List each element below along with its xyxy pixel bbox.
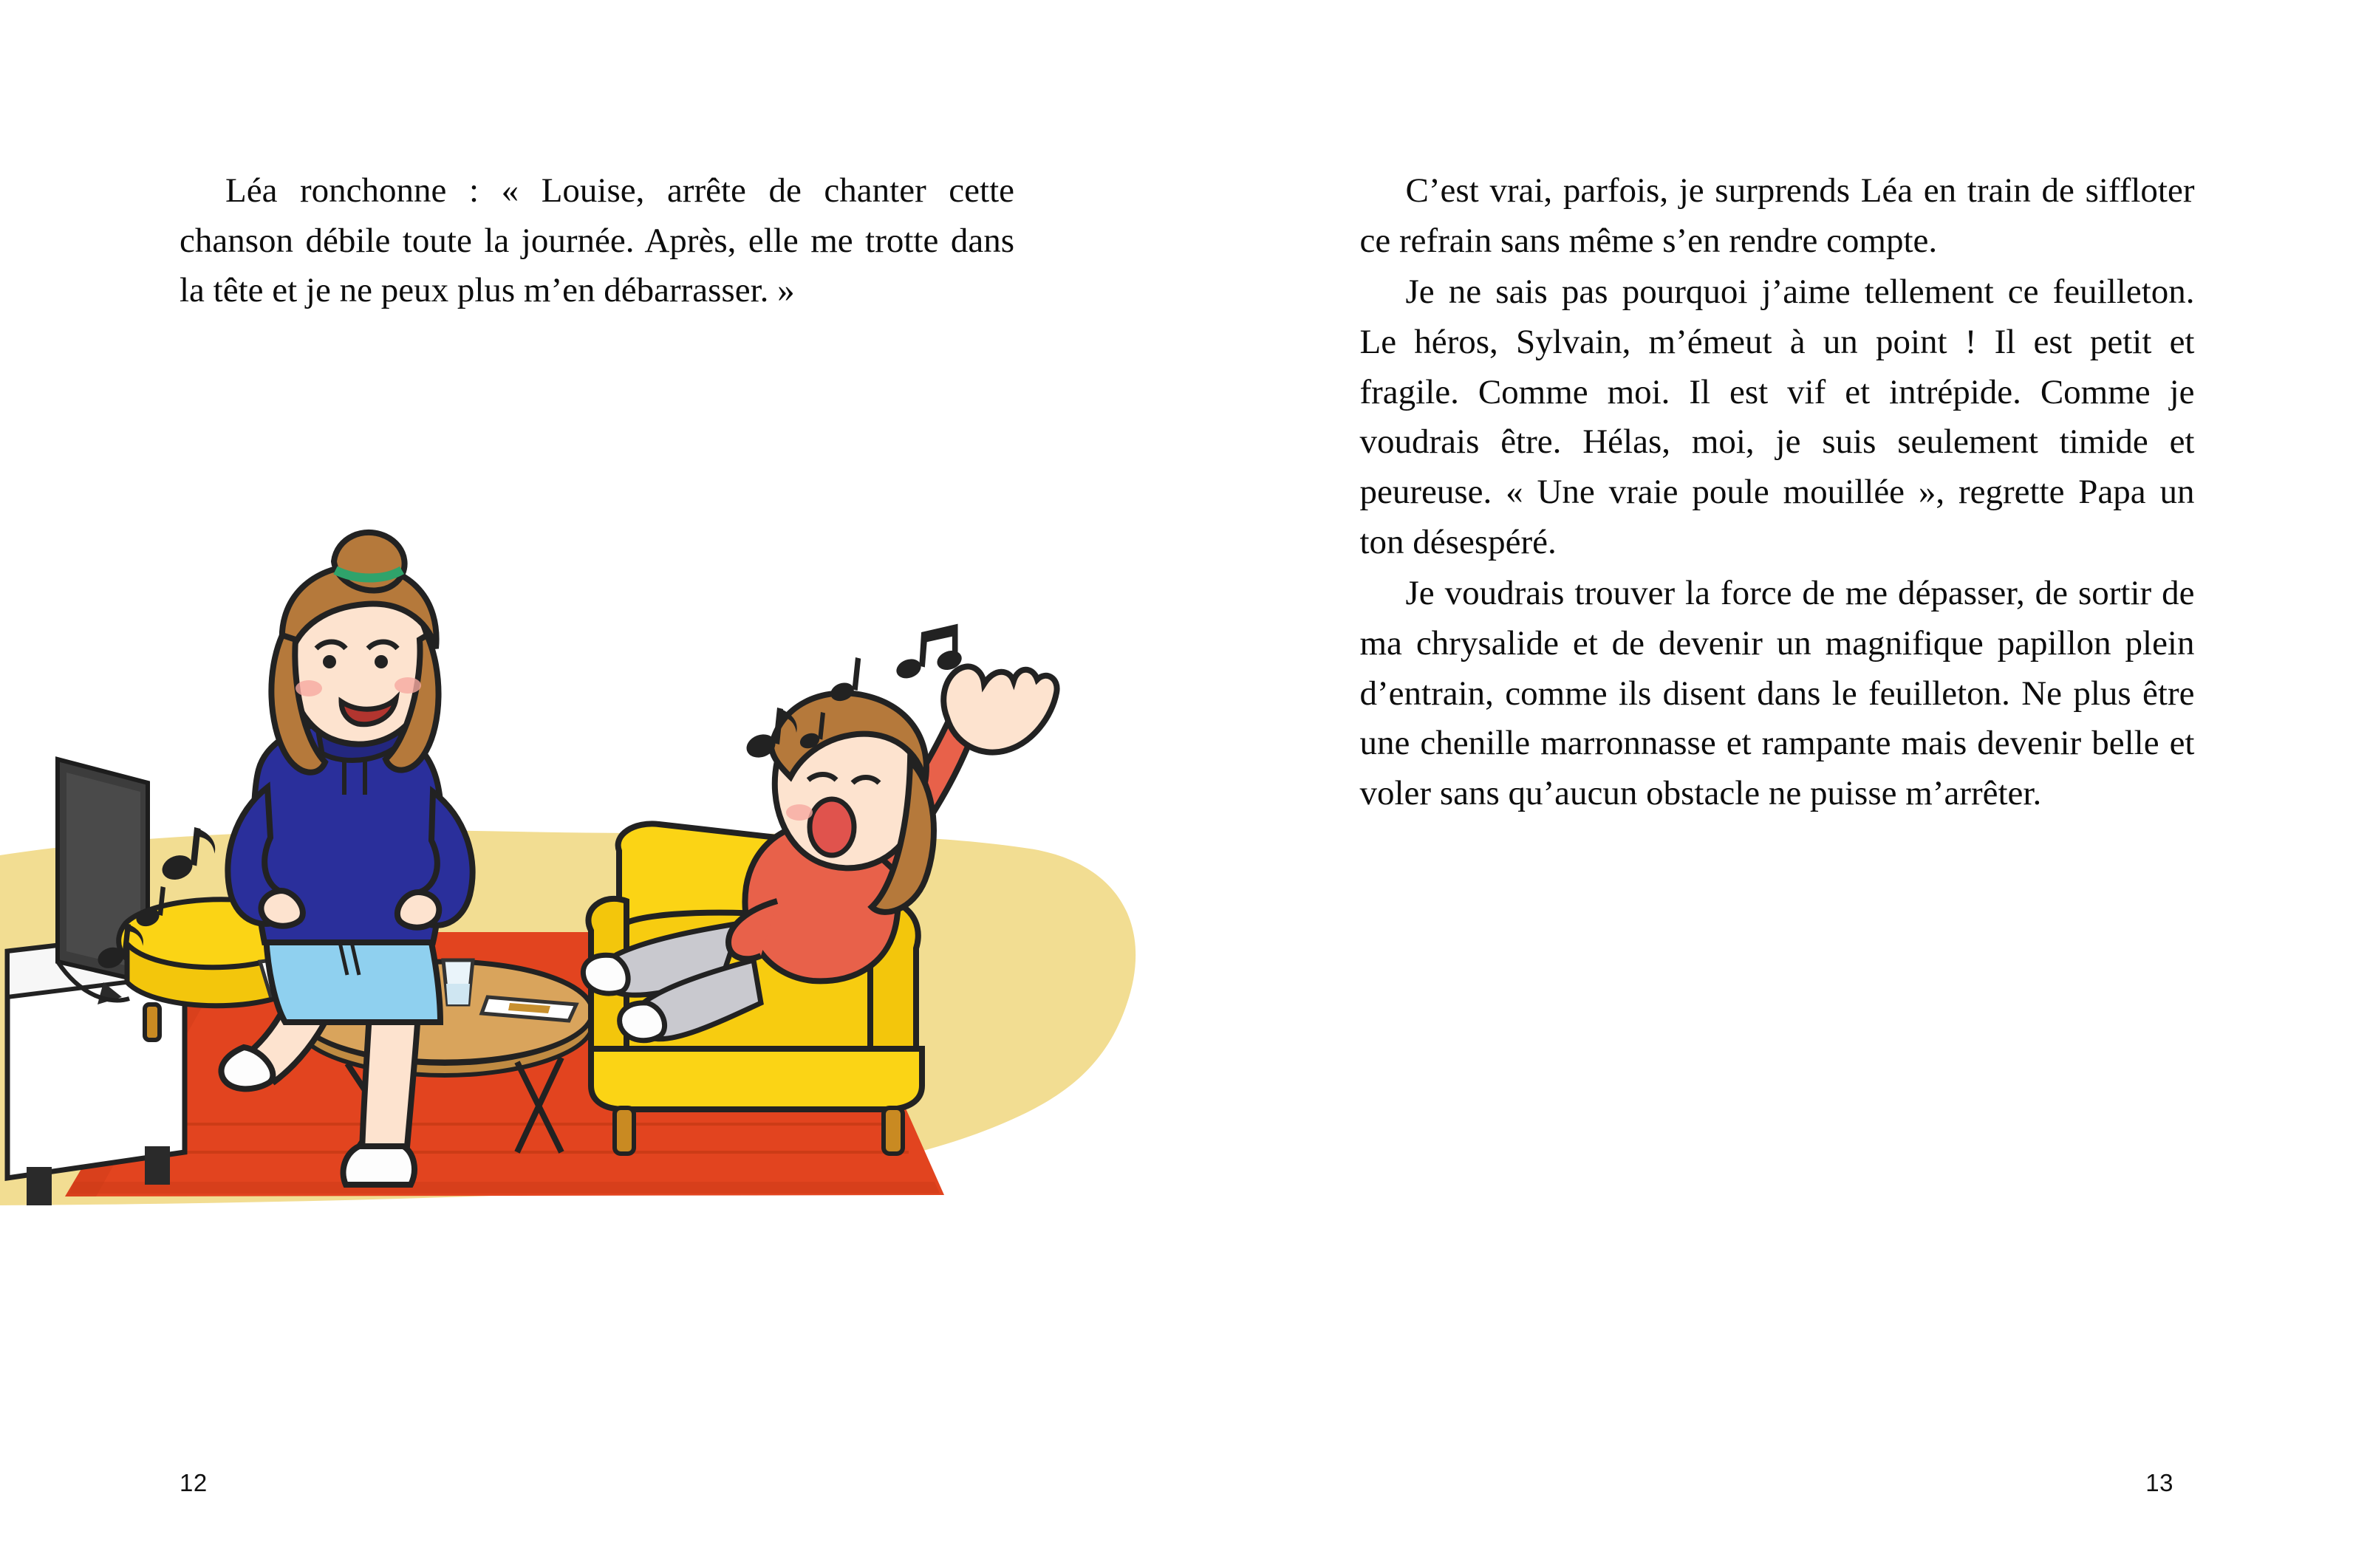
paragraph: C’est vrai, parfois, je surprends Léa en train de siffloter ce refrain sans même s’en rendre compte. bbox=[1359, 171, 2195, 260]
page-number-right: 13 bbox=[2145, 1469, 2173, 1496]
paragraph: Je ne sais pas pourquoi j’aime tellement ce feuilleton. Le héros, Sylvain, m’émeut à un point ! Il est petit et fragile. Comme moi. Il est vif et intrépide. Comme je voudrais être. Hélas, moi, je suis seulement timide et peureuse. « Une vraie poule mouillée », regrette Papa un ton désespéré. bbox=[1359, 273, 2195, 561]
illustration-living-room bbox=[0, 414, 1176, 1448]
left-page-text bbox=[180, 166, 1014, 316]
paragraph: Léa ronchonne : « Louise, arrête de chanter cette chanson débile toute la journée. Après, elle me trotte dans la tête et je ne peux plus m’en débarrasser. » bbox=[180, 171, 1014, 310]
right-page-text bbox=[1360, 166, 2195, 819]
paragraph: Je voudrais trouver la force de me dépasser, de sortir de ma chrysalide et de devenir un magnifique papillon plein d’entrain, comme ils disent dans le feuilleton. Ne plus être une chenille marronnasse et rampante mais devenir belle et voler sans qu’aucun obstacle ne puisse m’arrêter. bbox=[1359, 574, 2195, 813]
page-right bbox=[1177, 0, 2353, 1568]
page-number-left: 12 bbox=[180, 1469, 208, 1496]
